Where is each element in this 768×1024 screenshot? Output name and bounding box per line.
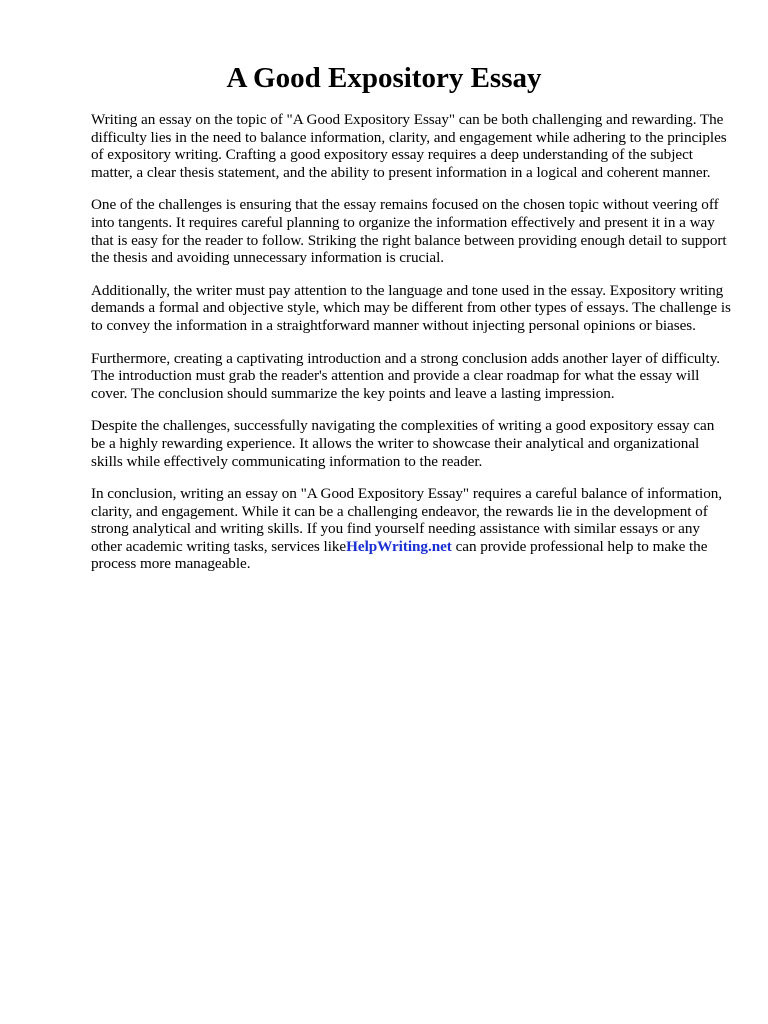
paragraph-rewards: Despite the challenges, successfully navigating the complexities of writing a good expository essay can be a highly rewarding experience. It allows the writer to showcase their analytical and organizational skills while effectively communicating information to the reader. [91,417,715,470]
document-body [91,111,731,588]
paragraph-language: Additionally, the writer must pay attention to the language and tone used in the essay. Expository writing demands a formal and objective style, which may be different from other types of essays. The challenge is to convey the information in a straightforward manner without injecting personal opinions or biases. [91,281,731,334]
paragraph-conclusion [91,485,731,573]
paragraph-intro: Writing an essay on the topic of "A Good Expository Essay" can be both challenging and rewarding. The difficulty lies in the need to balance information, clarity, and engagement while adhering to the principles of expository writing. Crafting a good expository essay requires a deep understanding of the subject matter, a clear thesis statement, and the ability to present information in a logical and coherent manner. [91,111,727,181]
paragraph-focus: One of the challenges is ensuring that the essay remains focused on the chosen topic without veering off into tangents. It requires careful planning to organize the information effectively and present it in a way that is easy for the reader to follow. Striking the right balance between providing enough detail to support the thesis and avoiding unnecessary information is crucial. [91,196,727,267]
helpwriting-link[interactable]: HelpWriting.net [346,537,452,555]
paragraph-introduction-conclusion: Furthermore, creating a captivating introduction and a strong conclusion adds another layer of difficulty. The introduction must grab the reader's attention and provide a clear roadmap for what the essay will cover. The conclusion should summarize the key points and leave a lasting impression. [91,349,721,402]
conclusion-text-after-link: can provide professional help to make the process more manageable. [91,537,708,573]
document-title: A Good Expository Essay [226,62,542,94]
conclusion-text-before-link: In conclusion, writing an essay on "A Good Expository Essay" requires a careful balance of information, clarity, and engagement. While it can be a challenging endeavor, the rewards lie in the development of strong analytical and writing skills. If you find yourself needing assistance with similar essays or any other academic writing tasks, services like [91,485,723,555]
